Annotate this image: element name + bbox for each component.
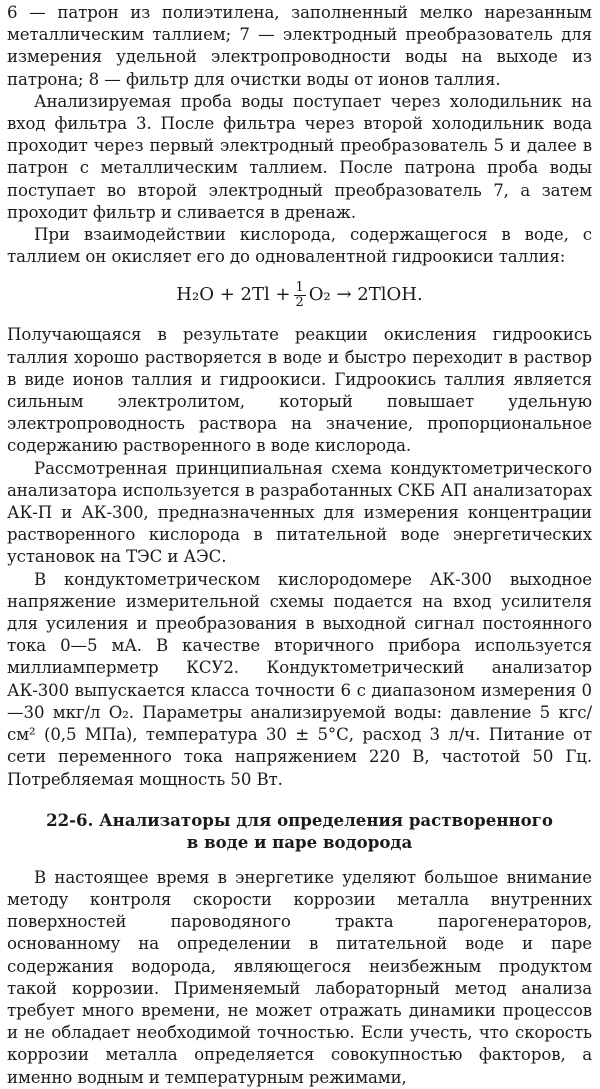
heading-line-1: 22-6. Анализаторы для определения растворенного	[46, 809, 553, 830]
section-heading	[7, 809, 592, 853]
heading-line-2: в воде и паре водорода	[186, 831, 413, 852]
formula-fraction	[294, 281, 306, 310]
paragraph-hydrogen-intro: В настоящее время в энергетике уделяют большое внимание методу контроля скорости коррозии металла внутренних поверхностей пароводяного тракта парогенераторов, основанному на определении в питательной воде и паре содержания водорода, являющегося неизбежным продуктом такой коррозии. Применяемый лабораторный метод анализа требует много времени, не может отражать динамики процессов и не обладает необходимой точностью. Если учесть, что скорость коррозии металла определяется совокупностью факторов, а именно водным и температурным режимами,	[7, 867, 592, 1087]
paragraph-reaction-intro: При взаимодействии кислорода, содержащегося в воде, с таллием он окисляет его до одновалентной гидроокиси таллия:	[7, 225, 592, 267]
chemical-formula	[7, 278, 592, 312]
fraction-denominator: 2	[295, 294, 304, 310]
paragraph-legend: 6 — патрон из полиэтилена, заполненный мелко нарезанным металлическим таллием; 7 — электродный преобразователь для измерения удельной электропроводности воды на выходе из патрона; 8 — фильтр для очистки воды от ионов таллия.	[7, 3, 592, 89]
paragraph-analyzer-scheme: Рассмотренная принципиальная схема кондуктометрического анализатора используется в разработанных СКБ АП анализаторах АК-П и АК-300, предназначенных для измерения концентрации растворенного кислорода в питательной воде энергетических установок на ТЭС и АЭС.	[7, 458, 592, 567]
formula-right: O₂ → 2TlOH.	[308, 284, 423, 306]
paragraph-ak300-specs: В кондуктометрическом кислородомере АК-300 выходное напряжение измерительной схемы подается на вход усилителя для усиления и преобразования в выходной сигнал постоянного тока 0—5 мА. В качестве вторичного прибора используется миллиамперметр КСУ2. Кондуктометрический анализатор АК-300 выпускается класса точности 6 с диапазоном измерения 0—30 мкг/л O₂. Параметры анализируемой воды: давление 5 кгс/см² (0,5 МПа), температура 30 ± 5°С, расход 3 л/ч. Питание от сети переменного тока напряжением 220 В, частотой 50 Гц. Потребляемая мощность 50 Вт.	[7, 569, 592, 789]
paragraph-sample-flow: Анализируемая проба воды поступает через холодильник на вход фильтра 3. После фильтра через второй холодильник вода проходит через первый электродный преобразователь 5 и далее в патрон с металлическим таллием. После патрона проба воды поступает во второй электродный преобразователь 7, а затем проходит фильтр и сливается в дренаж.	[7, 91, 592, 222]
formula-left: H₂O + 2Tl +	[176, 284, 291, 306]
paragraph-reaction-result: Получающаяся в результате реакции окисления гидроокись таллия хорошо растворяется в воде и быстро переходит в раствор в виде ионов таллия и гидроокиси. Гидроокись таллия является сильным электролитом, который повышает удельную электропроводность раствора на значение, пропорциональное содержанию растворенного в воде кислорода.	[7, 325, 592, 456]
fraction-numerator: 1	[295, 279, 304, 295]
